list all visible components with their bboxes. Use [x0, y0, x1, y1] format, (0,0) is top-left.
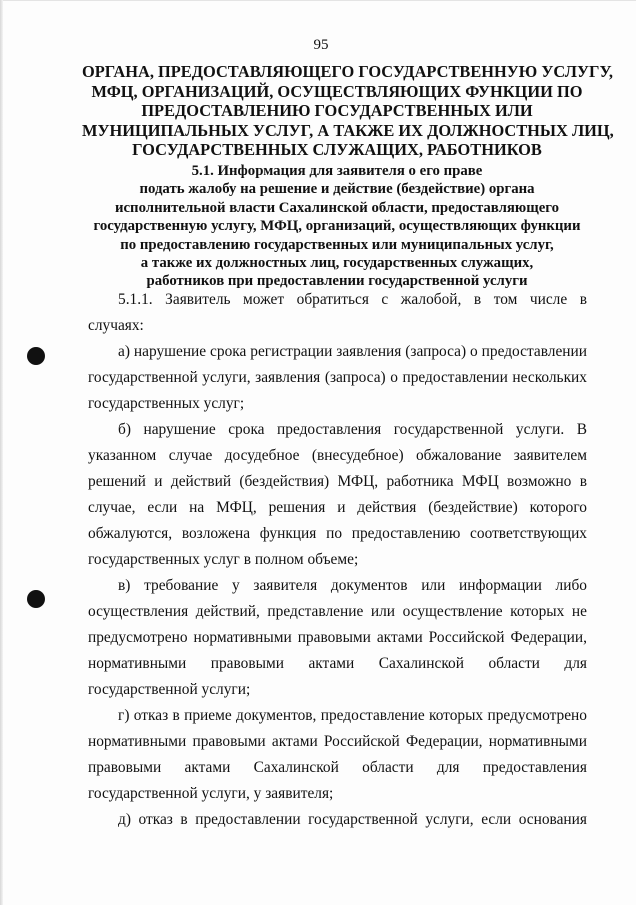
body-line: случаях:: [88, 317, 144, 334]
body-line: б) нарушение срока предоставления государственной услуги. В: [118, 421, 587, 438]
paragraph-item-b: [88, 417, 587, 573]
heading-line: МФЦ, ОРГАНИЗАЦИЙ, ОСУЩЕСТВЛЯЮЩИХ ФУНКЦИИ ПО: [91, 81, 583, 101]
page-number: 95: [313, 37, 329, 53]
body-line: в) требование у заявителя документов или информации либо: [118, 577, 587, 594]
subheading-line: а также их должностных лиц, государственных служащих,: [140, 255, 534, 272]
subheading-line: 5.1. Информация для заявителя о его праве: [191, 163, 483, 179]
subsection-heading: [82, 162, 592, 291]
subheading-line: государственную услугу, МФЦ, организаций, осуществляющих функции: [93, 218, 581, 235]
punch-hole-mark: [27, 590, 45, 608]
paragraph-item-d: [88, 807, 587, 833]
body-line: государственных услуг в полном объеме;: [88, 551, 359, 568]
body-line: указанном случае досудебное (внесудебное) обжалование заявителем: [88, 447, 587, 464]
subheading-line: подать жалобу на решение и действие (бездействие) органа: [139, 181, 535, 198]
body-line: а) нарушение срока регистрации заявления (запроса) о предоставлении: [118, 343, 587, 360]
body-line: государственной услуги, заявления (запроса) о предоставлении нескольких: [88, 369, 587, 386]
subheading-line: работников при предоставлении государственной услуги: [146, 273, 528, 290]
body-line: предусмотрено нормативными правовыми актами Российской Федерации,: [88, 629, 587, 646]
scan-top-edge: [0, 0, 636, 1]
body-line: нормативными правовыми актами Российской Федерации, нормативными: [88, 733, 587, 750]
body-line: решений и действий (бездействия) МФЦ, работника МФЦ возможно в: [88, 473, 587, 490]
paragraph-item-v: [88, 573, 587, 703]
scan-left-edge: [0, 0, 3, 905]
body-line: государственных услуг;: [88, 395, 245, 412]
body-line: государственной услуги;: [88, 681, 251, 698]
heading-line: ПРЕДОСТАВЛЕНИЮ ГОСУДАРСТВЕННЫХ ИЛИ: [141, 101, 533, 121]
punch-hole-mark: [27, 347, 45, 365]
heading-line: МУНИЦИПАЛЬНЫХ УСЛУГ, А ТАКЖЕ ИХ ДОЛЖНОСТНЫХ ЛИЦ,: [82, 120, 614, 140]
subheading-line: по предоставлению государственных или муниципальных услуг,: [120, 236, 554, 253]
section-heading: [82, 62, 614, 160]
heading-line: ГОСУДАРСТВЕННЫХ СЛУЖАЩИХ, РАБОТНИКОВ: [132, 140, 542, 160]
body-line: 5.1.1. Заявитель может обратиться с жалобой, в том числе в: [118, 291, 587, 308]
body-line: правовыми актами Сахалинской области для предоставления: [88, 759, 587, 776]
body-line: д) отказ в предоставлении государственной услуги, если основания: [118, 811, 587, 828]
body-line: осуществления действий, представление или осуществление которых не: [88, 603, 587, 620]
body-line: обжалуются, возложена функция по предоставлению соответствующих: [88, 525, 587, 542]
paragraph-intro: [88, 287, 587, 339]
body-line: государственной услуги, у заявителя;: [88, 785, 334, 802]
paragraph-item-g: [88, 703, 587, 807]
subheading-line: исполнительной власти Сахалинской области, предоставляющего: [114, 199, 560, 216]
body-line: г) отказ в приеме документов, предоставление которых предусмотрено: [118, 707, 587, 724]
paragraph-item-a: [88, 339, 587, 417]
heading-line: ОРГАНА, ПРЕДОСТАВЛЯЮЩЕГО ГОСУДАРСТВЕННУЮ УСЛУГУ,: [82, 62, 613, 81]
body-line: нормативными правовыми актами Сахалинской области для: [88, 655, 587, 672]
body-line: случае, если на МФЦ, решения и действия (бездействие) которого: [88, 499, 587, 516]
